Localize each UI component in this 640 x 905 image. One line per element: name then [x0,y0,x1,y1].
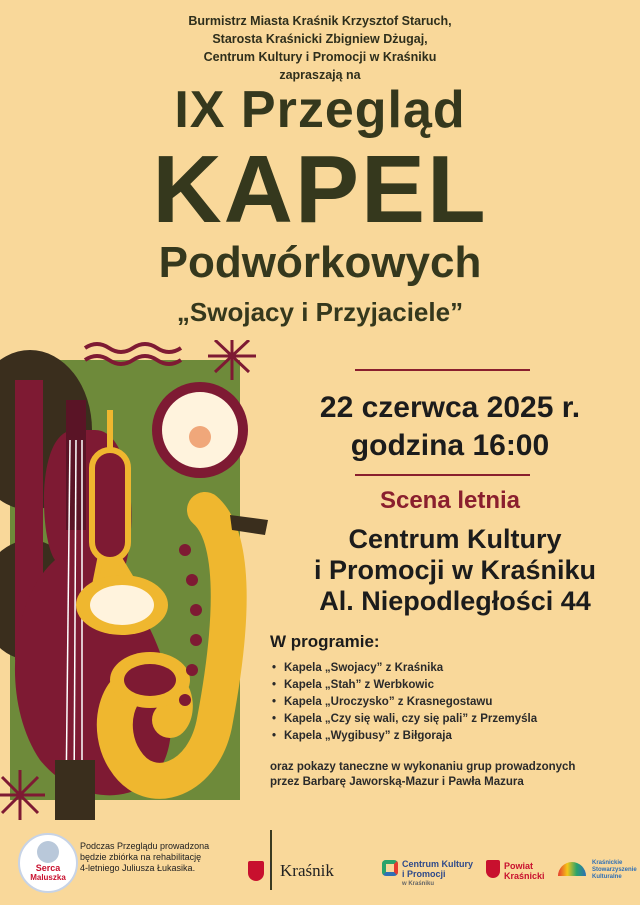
program-heading: W programie: [270,632,380,651]
fundraiser-line-2: będzie zbiórka na rehabilitację [80,852,202,862]
program-item: • Kapela „Stah” z Werbkowic [270,677,630,694]
footer-separator [270,830,272,890]
organizer-line-1: Burmistrz Miasta Kraśnik Krzysztof Staruch, [188,14,452,28]
title-line-1: IX Przegląd [174,81,466,139]
divider-middle [355,474,530,476]
program-extra [270,760,640,790]
fundraiser-line-1: Podczas Przeglądu prowadzona [80,841,210,851]
venue-line-2: i Promocji w Kraśniku [313,555,597,585]
fundraiser-line-3: 4-letniego Juliusza Łukasika. [80,863,196,873]
ckip-logo-text [402,859,473,889]
program-item: • Kapela „Czy się wali, czy się pali” z Przemyśla [270,711,630,728]
powiat-line-1: Powiat [504,861,534,871]
event-venue [270,524,640,617]
program-extra-line-2: przez Barbarę Jaworską-Mazur i Pawła Mazura [270,776,524,788]
organizer-line-3: Centrum Kultury i Promocji w Kraśniku [203,50,437,64]
divider-top [355,369,530,371]
program-list [270,660,630,745]
program-item: • Kapela „Swojacy” z Kraśnika [270,660,630,677]
badge-text-1: Serca [35,863,61,873]
ckip-line-3: w Kraśniku [402,881,435,887]
organizer-line-2: Starosta Kraśnicki Zbigniew Dżugaj, [212,32,428,46]
program-extra-line-1: oraz pokazy taneczne w wykonaniu grup prowadzonych [270,761,576,773]
title-line-2: KAPEL [152,136,488,243]
ksk-line-2: Stowarzyszenie [592,867,637,873]
organizers-intro [120,12,520,84]
venue-line-1: Centrum Kultury [348,524,562,554]
event-stage: Scena letnia [379,487,521,514]
krasnik-crest-icon [248,861,264,881]
program-item: • Kapela „Uroczysko” z Krasnegostawu [270,694,630,711]
instruments-illustration [0,340,280,840]
ckip-logo-icon [382,860,398,876]
subtitle: „Swojacy i Przyjaciele” [176,297,464,327]
fundraiser-note [80,841,230,874]
event-date: 22 czerwca 2025 r. [319,391,581,424]
ckip-line-1: Centrum Kultury [402,859,474,869]
powiat-line-2: Kraśnicki [504,871,545,881]
invite-line: zapraszają na [279,68,361,82]
event-time: godzina 16:00 [350,429,550,462]
fundraiser-badge [18,833,78,893]
ckip-line-2: i Promocji [402,869,446,879]
program-item: • Kapela „Wygibusy” z Biłgoraja [270,728,630,745]
venue-line-3: Al. Niepodległości 44 [319,586,591,616]
badge-text-2: Maluszka [30,873,66,882]
powiat-crest-icon [486,860,500,878]
ksk-logo-text [592,860,637,881]
krasnik-logo-text: Kraśnik [280,861,334,880]
child-photo-icon [37,841,59,863]
ksk-line-1: Kraśnickie [592,860,623,866]
title-line-3: Podwórkowych [158,238,482,287]
ksk-line-3: Kulturalne [592,874,622,880]
powiat-logo-text [504,861,545,881]
ksk-rainbow-icon [558,862,586,876]
logo-divider [270,862,271,880]
